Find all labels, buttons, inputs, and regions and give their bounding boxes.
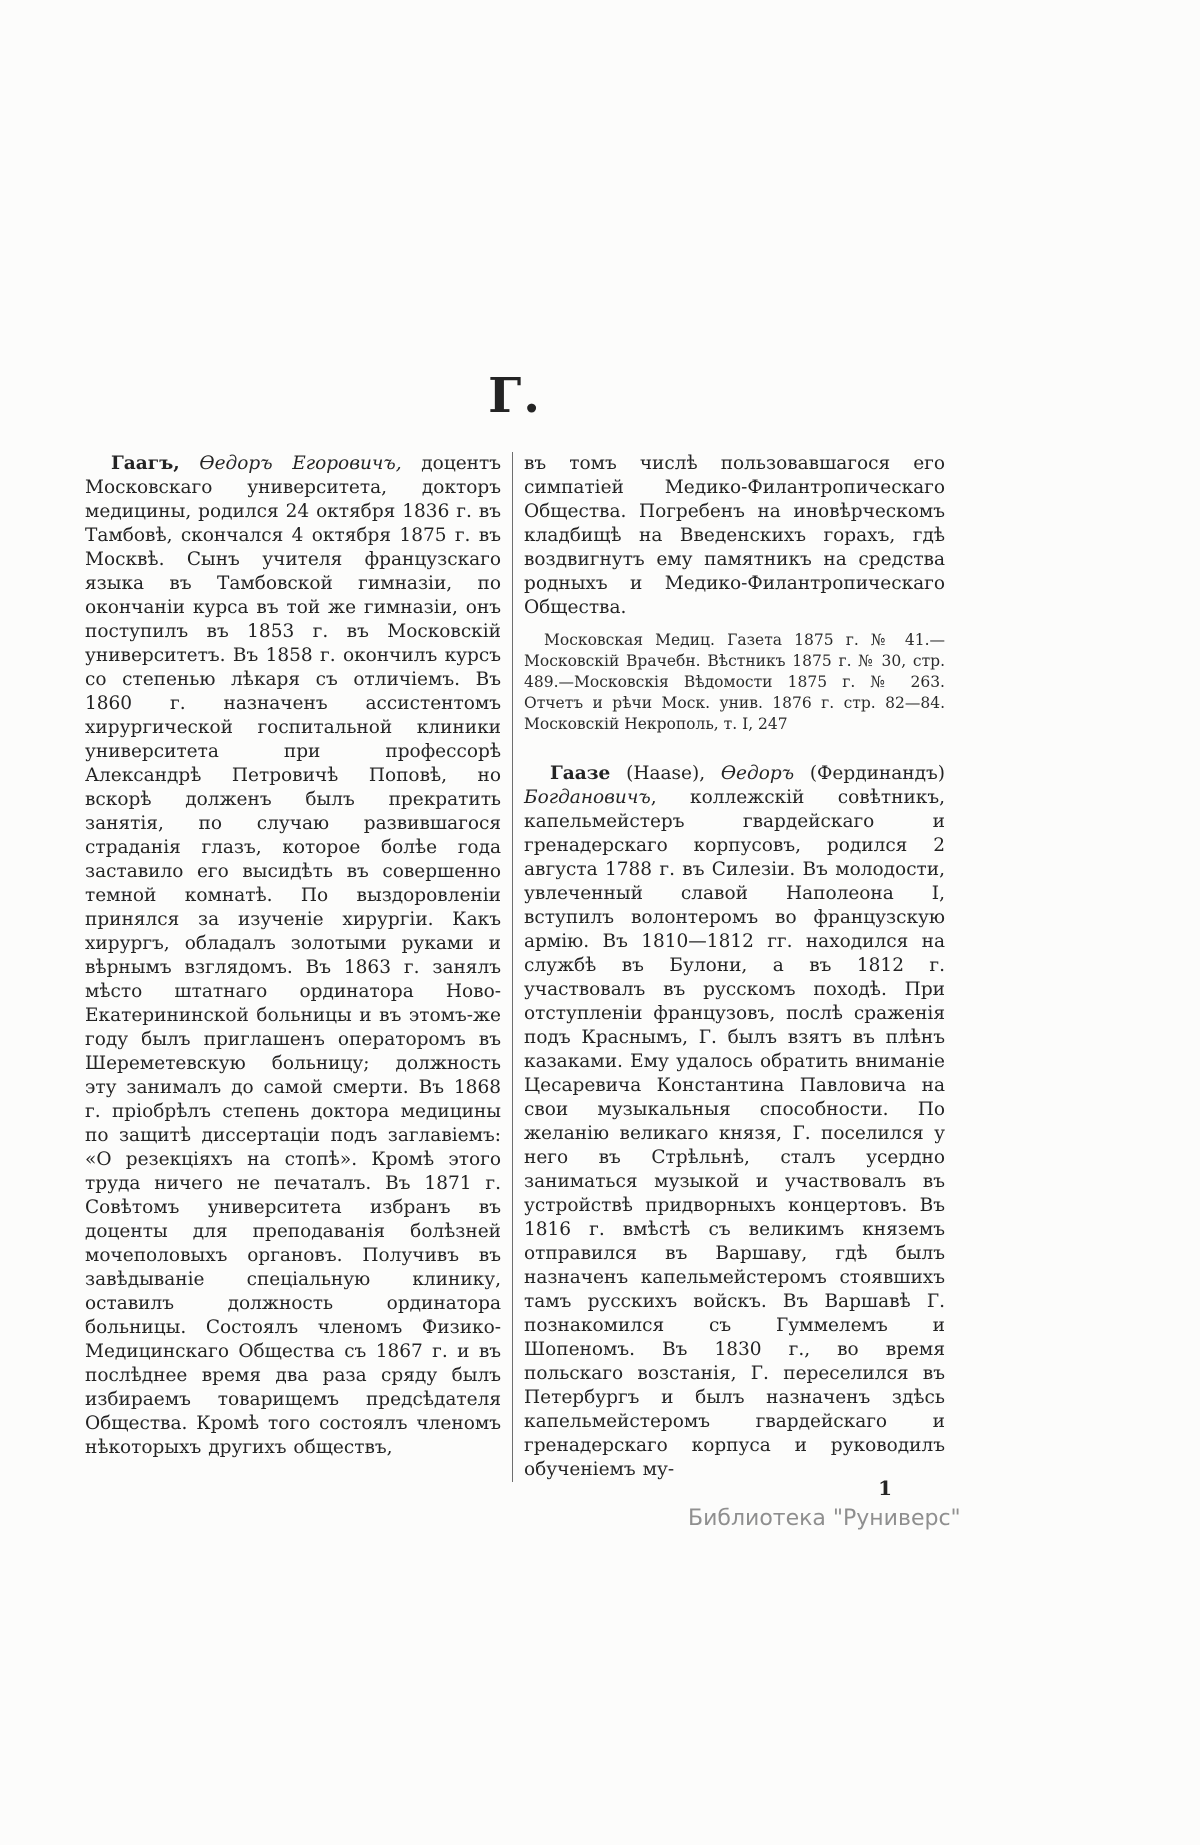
article-gaag-name-italic: Ѳедоръ Егоровичъ, (179, 453, 402, 474)
library-watermark: Библиотека "Руниверс" (688, 1506, 961, 1531)
article-gaaze-first-name: Ѳедоръ (720, 763, 795, 784)
article-gaag-continuation (524, 452, 945, 620)
article-gaaze-paragraph (524, 762, 945, 1482)
article-gaag-paragraph (85, 452, 501, 1460)
left-column (85, 452, 501, 1482)
column-divider-rule (512, 452, 513, 1482)
article-gaag-references: Московская Медиц. Газета 1875 г. № 41.— Московскій Врачебн. Вѣстникъ 1875 г. № 30, стр. 489.—Московскія Вѣдомости 1875 г. № 263. Отчетъ и рѣчи Моск. унив. 1876 г. стр. 82—84. Московскій Некрополь, т. I, 247 (524, 631, 945, 733)
text-columns (85, 452, 945, 1482)
article-gaag-headword: Гаагъ, (111, 453, 180, 474)
article-gaaze-patronym: Богдановичъ (524, 787, 651, 808)
article-gaaze-body: , коллежскій совѣтникъ, капельмейстеръ гвардейскаго и гренадерскаго корпусовъ, родился 2 августа 1788 г. въ Силезіи. Въ молодости, увлеченный славой Наполеона I, вступилъ волонтеромъ во французскую армію. Въ 1810—1812 гг. находился на службѣ въ Булони, а въ 1812 г. участвовалъ въ русскомъ походѣ. При отступленіи французовъ, послѣ сраженія подъ Краснымъ, Г. былъ взятъ въ плѣнъ казаками. Ему удалось обратить вниманіе Цесаревича Константина Павловича на свои музыкальныя способности. По желанію великаго князя, Г. поселился у него въ Стрѣльнѣ, сталъ усердно заниматься музыкой и участвовалъ въ устройствѣ придворныхъ концертовъ. Въ 1816 г. вмѣстѣ съ великимъ княземъ отправился въ Варшаву, гдѣ былъ назначенъ капельмейстеромъ стоявшихъ тамъ русскихъ войскъ. Въ Варшавѣ Г. познакомился съ Гуммелемъ и Шопеномъ. Въ 1830 г., во время польскаго возстанія, Г. переселился въ Петербургъ и былъ назначенъ здѣсь капельмейстеромъ гвардейскаго и гренадерскаго корпуса и руководилъ обученіемъ му- (524, 787, 945, 1480)
article-gaaze-alt-name: (Фердинандъ) (794, 763, 945, 784)
article-gaaze-latin-name: (Haase), (610, 763, 721, 784)
section-letter-heading: Г. (488, 368, 542, 424)
page-number: 1 (878, 1476, 892, 1500)
article-gaag-body-right: въ томъ числѣ пользовавшагося его симпатіей Медико-Филантропическаго Общества. Погребенъ на иновѣрческомъ кладбищѣ на Введенскихъ горахъ, гдѣ воздвигнутъ ему памятникъ на средства родныхъ и Медико-Филантропическаго Общества. (524, 453, 945, 618)
article-gaaze-headword: Гаазе (550, 763, 611, 784)
right-column (524, 452, 945, 1482)
article-gaag-body-left: доцентъ Московскаго университета, докторъ медицины, родился 24 октября 1836 г. въ Тамбовѣ, скончался 4 октября 1875 г. въ Москвѣ. Сынъ учителя французскаго языка въ Тамбовской гимназіи, по окончаніи курса въ той же гимназіи, онъ поступилъ въ 1853 г. въ Московскій университетъ. Въ 1858 г. окончилъ курсъ со степенью лѣкаря съ отличіемъ. Въ 1860 г. назначенъ ассистентомъ хирургической госпитальной клиники университета при профессорѣ Александрѣ Петровичѣ Поповѣ, но вскорѣ долженъ былъ прекратить занятія, по случаю развившагося страданія глазъ, которое болѣе года заставило его высидѣть въ совершенно темной комнатѣ. По выздоровленіи принялся за изученіе хирургіи. Какъ хирургъ, обладалъ золотыми руками и вѣрнымъ взглядомъ. Въ 1863 г. занялъ мѣсто штатнаго ординатора Ново-Екатерининской больницы и въ этомъ-же году былъ приглашенъ операторомъ въ Шереметевскую больницу; должность эту занималъ до самой смерти. Въ 1868 г. пріобрѣлъ степень доктора медицины по защитѣ диссертаціи подъ заглавіемъ: «О резекціяхъ на стопѣ». Кромѣ этого труда ничего не печаталъ. Въ 1871 г. Совѣтомъ университета избранъ въ доценты для преподаванія болѣзней мочеполовыхъ органовъ. Получивъ въ завѣдываніе спеціальную клинику, оставилъ должность ординатора больницы. Состоялъ членомъ Физико-Медицинскаго Общества съ 1867 г. и въ послѣднее время два раза сряду былъ избираемъ товарищемъ предсѣдателя Общества. Кромѣ того состоялъ членомъ нѣкоторыхъ другихъ обществъ, (85, 453, 501, 1458)
